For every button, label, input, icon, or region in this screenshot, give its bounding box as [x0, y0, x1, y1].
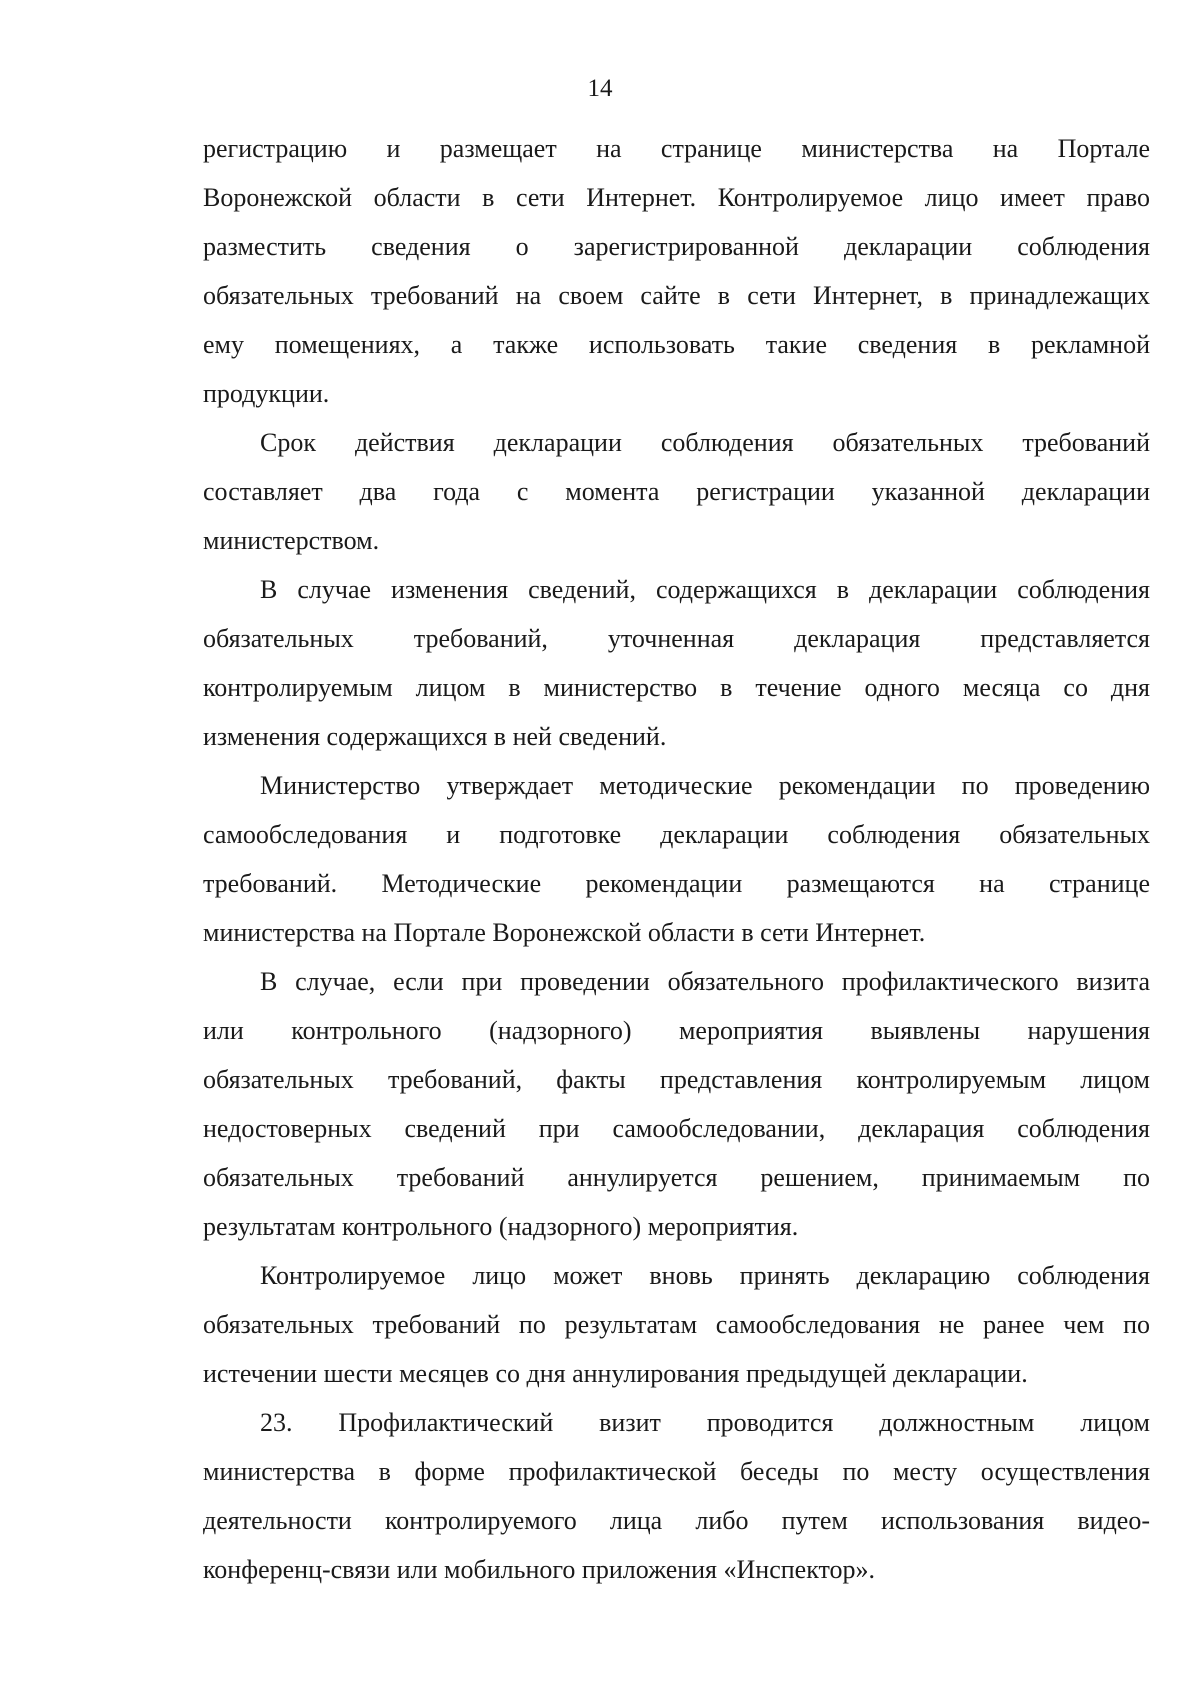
text-line: регистрацию и размещает на странице министерства на Портале — [203, 134, 1150, 163]
text-line: составляет два года с момента регистрации указанной декларации — [203, 477, 1150, 506]
text-line: министерством. — [203, 526, 380, 555]
text-line: разместить сведения о зарегистрированной декларации соблюдения — [203, 232, 1150, 261]
text-line: деятельности контролируемого лица либо путем использования видео- — [203, 1506, 1150, 1535]
text-line: самообследования и подготовке декларации соблюдения обязательных — [203, 820, 1150, 849]
text-line: результатам контрольного (надзорного) мероприятия. — [203, 1212, 799, 1241]
paragraph — [203, 1251, 1150, 1398]
text-line: 23. Профилактический визит проводится должностным лицом — [260, 1408, 1150, 1437]
paragraph — [203, 1398, 1150, 1594]
paragraph — [203, 124, 1150, 418]
text-line: Министерство утверждает методические рекомендации по проведению — [260, 771, 1150, 800]
text-line: обязательных требований на своем сайте в сети Интернет, в принадлежащих — [203, 281, 1150, 310]
paragraph — [203, 761, 1150, 957]
text-line: изменения содержащихся в ней сведений. — [203, 722, 667, 751]
text-line: конференц-связи или мобильного приложения «Инспектор». — [203, 1555, 876, 1584]
text-line: министерства в форме профилактической беседы по месту осуществления — [203, 1457, 1150, 1486]
paragraph — [203, 565, 1150, 761]
text-line: требований. Методические рекомендации размещаются на странице — [203, 869, 1150, 898]
document-body — [203, 124, 1150, 1594]
text-line: министерства на Портале Воронежской области в сети Интернет. — [203, 918, 926, 947]
text-line: В случае, если при проведении обязательного профилактического визита — [260, 967, 1150, 996]
text-line: Контролируемое лицо может вновь принять декларацию соблюдения — [260, 1261, 1150, 1290]
text-line: Воронежской области в сети Интернет. Контролируемое лицо имеет право — [203, 183, 1150, 212]
paragraph — [203, 418, 1150, 565]
text-line: или контрольного (надзорного) мероприятия выявлены нарушения — [203, 1016, 1150, 1045]
text-line: продукции. — [203, 379, 330, 408]
text-line: недостоверных сведений при самообследовании, декларация соблюдения — [203, 1114, 1150, 1143]
text-line: обязательных требований по результатам самообследования не ранее чем по — [203, 1310, 1150, 1339]
paragraph — [203, 957, 1150, 1251]
text-line: В случае изменения сведений, содержащихся в декларации соблюдения — [260, 575, 1150, 604]
text-line: ему помещениях, а также использовать такие сведения в рекламной — [203, 330, 1150, 359]
page-number: 14 — [587, 75, 613, 102]
text-line: истечении шести месяцев со дня аннулирования предыдущей декларации. — [203, 1359, 1028, 1388]
text-line: обязательных требований, уточненная декларация представляется — [203, 624, 1150, 653]
text-line: обязательных требований, факты представления контролируемым лицом — [203, 1065, 1150, 1094]
text-line: Срок действия декларации соблюдения обязательных требований — [260, 428, 1150, 457]
text-line: обязательных требований аннулируется решением, принимаемым по — [203, 1163, 1150, 1192]
text-line: контролируемым лицом в министерство в течение одного месяца со дня — [203, 673, 1150, 702]
